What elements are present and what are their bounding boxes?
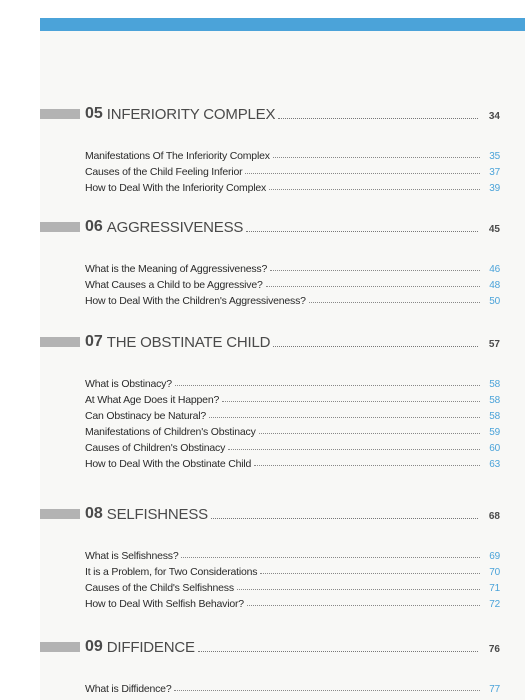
top-margin xyxy=(0,0,525,18)
chapter-title: AGGRESSIVENESS xyxy=(106,218,244,236)
toc-entry[interactable] xyxy=(85,178,500,194)
entry-page-number: 58 xyxy=(489,411,500,422)
entry-title: How to Deal With the Obstinate Child xyxy=(85,458,252,470)
chapter-number: 08 xyxy=(85,505,103,522)
chapter-page-number: 68 xyxy=(488,510,500,522)
entry-page-number: 72 xyxy=(489,599,500,610)
entry-title: What Causes a Child to be Aggressive? xyxy=(85,279,263,291)
chapter-title: SELFISHNESS xyxy=(106,505,208,523)
entry-page-number: 48 xyxy=(489,280,500,291)
dot-leader xyxy=(198,651,478,652)
dot-leader xyxy=(270,270,480,271)
dot-leader xyxy=(259,433,480,434)
entry-title: How to Deal With the Children's Aggressiveness? xyxy=(85,295,306,307)
chapter-heading[interactable] xyxy=(40,217,500,237)
toc-entry[interactable] xyxy=(85,562,500,578)
entry-page-number: 77 xyxy=(489,684,500,695)
chapter-page-number: 76 xyxy=(488,643,500,655)
toc-entry[interactable] xyxy=(85,406,500,422)
entry-page-number: 60 xyxy=(489,443,500,454)
dot-leader xyxy=(278,118,478,119)
toc-entry[interactable] xyxy=(85,594,500,610)
entry-page-number: 37 xyxy=(489,167,500,178)
toc-entry[interactable] xyxy=(85,422,500,438)
chapter-07 xyxy=(40,332,500,470)
toc-entry[interactable] xyxy=(85,438,500,454)
dot-leader xyxy=(222,401,480,402)
entry-title: What is Diffidence? xyxy=(85,683,172,695)
toc-entry[interactable] xyxy=(85,546,500,562)
entry-title: Manifestations Of The Inferiority Complex xyxy=(85,150,270,162)
toc-entry[interactable] xyxy=(85,291,500,307)
dot-leader xyxy=(228,449,480,450)
entry-page-number: 46 xyxy=(489,264,500,275)
toc-entry[interactable] xyxy=(85,390,500,406)
entry-page-number: 59 xyxy=(489,427,500,438)
toc-entry[interactable] xyxy=(85,454,500,470)
dot-leader xyxy=(260,573,480,574)
chapter-marker-bar xyxy=(40,109,80,119)
entry-page-number: 69 xyxy=(489,551,500,562)
dot-leader xyxy=(247,605,480,606)
chapter-title: THE OBSTINATE CHILD xyxy=(106,333,271,351)
left-margin xyxy=(0,31,40,700)
entry-title: How to Deal With Selfish Behavior? xyxy=(85,598,244,610)
dot-leader xyxy=(269,189,480,190)
dot-leader xyxy=(237,589,480,590)
entry-title: Causes of Children's Obstinacy xyxy=(85,442,226,454)
chapter-page-number: 45 xyxy=(488,223,500,235)
entry-page-number: 39 xyxy=(489,183,500,194)
dot-leader xyxy=(175,385,480,386)
toc-entry[interactable] xyxy=(85,146,500,162)
chapter-marker-bar xyxy=(40,642,80,652)
chapter-number: 07 xyxy=(85,333,103,350)
entry-title: Can Obstinacy be Natural? xyxy=(85,410,207,422)
header-color-band xyxy=(40,18,525,31)
chapter-number: 05 xyxy=(85,105,103,122)
dot-leader xyxy=(254,465,480,466)
chapter-heading[interactable] xyxy=(40,637,500,657)
toc-entry[interactable] xyxy=(85,275,500,291)
chapter-heading[interactable] xyxy=(40,504,500,524)
toc-entry[interactable] xyxy=(85,679,500,695)
entry-page-number: 63 xyxy=(489,459,500,470)
dot-leader xyxy=(245,173,480,174)
toc-entry[interactable] xyxy=(85,578,500,594)
entry-title: What is Obstinacy? xyxy=(85,378,172,390)
chapter-09 xyxy=(40,637,500,695)
entry-title: Causes of the Child Feeling Inferior xyxy=(85,166,243,178)
entry-page-number: 71 xyxy=(489,583,500,594)
chapter-heading[interactable] xyxy=(40,332,500,352)
chapter-06 xyxy=(40,217,500,307)
entry-page-number: 70 xyxy=(489,567,500,578)
entry-page-number: 50 xyxy=(489,296,500,307)
entry-title: What is Selfishness? xyxy=(85,550,179,562)
toc-entry[interactable] xyxy=(85,259,500,275)
entry-page-number: 58 xyxy=(489,395,500,406)
entry-title: What is the Meaning of Aggressiveness? xyxy=(85,263,268,275)
chapter-number: 06 xyxy=(85,218,103,235)
chapter-heading[interactable] xyxy=(40,104,500,124)
toc-entry[interactable] xyxy=(85,374,500,390)
chapter-08 xyxy=(40,504,500,610)
entry-title: How to Deal With the Inferiority Complex xyxy=(85,182,267,194)
chapter-page-number: 57 xyxy=(488,338,500,350)
entry-title: It is a Problem, for Two Considerations xyxy=(85,566,258,578)
chapter-05 xyxy=(40,104,500,194)
dot-leader xyxy=(309,302,480,303)
chapter-page-number: 34 xyxy=(488,110,500,122)
toc-entry[interactable] xyxy=(85,162,500,178)
entry-page-number: 58 xyxy=(489,379,500,390)
entry-title: At What Age Does it Happen? xyxy=(85,394,220,406)
dot-leader xyxy=(266,286,480,287)
chapter-number: 09 xyxy=(85,638,103,655)
chapter-title: DIFFIDENCE xyxy=(106,638,195,656)
entry-title: Causes of the Child's Selfishness xyxy=(85,582,234,594)
dot-leader xyxy=(174,690,480,691)
entry-page-number: 35 xyxy=(489,151,500,162)
dot-leader xyxy=(273,157,480,158)
chapter-title: INFERIORITY COMPLEX xyxy=(106,105,276,123)
dot-leader xyxy=(181,557,480,558)
entry-title: Manifestations of Children's Obstinacy xyxy=(85,426,256,438)
chapter-marker-bar xyxy=(40,222,80,232)
chapter-marker-bar xyxy=(40,337,80,347)
dot-leader xyxy=(246,231,478,232)
chapter-marker-bar xyxy=(40,509,80,519)
dot-leader xyxy=(211,518,478,519)
dot-leader xyxy=(209,417,480,418)
dot-leader xyxy=(273,346,478,347)
